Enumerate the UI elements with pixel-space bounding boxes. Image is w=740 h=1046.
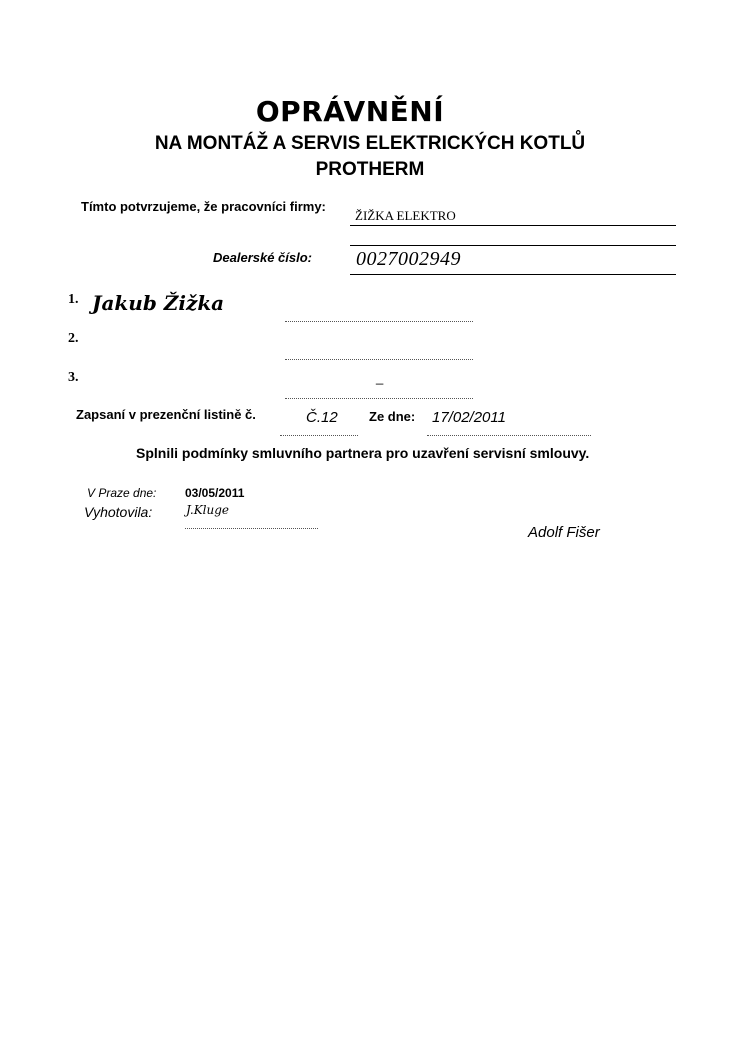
firm-underline: [350, 225, 676, 226]
place-date: 03/05/2011: [185, 486, 245, 500]
date-underline: [427, 435, 591, 436]
prepared-underline: [185, 528, 318, 529]
worker-line-2: [285, 359, 473, 360]
prepared-by: J.Kluge: [186, 503, 230, 517]
firm-value: ŽIŽKA ELEKTRO: [355, 208, 456, 223]
worker-name-3: _: [376, 370, 384, 385]
dealer-overline: [350, 245, 676, 246]
signature-name: Adolf Fišer: [528, 524, 600, 541]
date-label: Ze dne:: [369, 409, 416, 424]
registry-value: Č.12: [306, 409, 338, 426]
dealer-value: 0027002949: [356, 248, 461, 270]
worker-number-1: 1.: [68, 292, 79, 307]
worker-line-1: [285, 321, 473, 322]
prepared-label: Vyhotovila:: [84, 504, 153, 520]
registry-label: Zapsaní v prezenční listině č.: [76, 407, 256, 422]
document-subtitle: NA MONTÁŽ A SERVIS ELEKTRICKÝCH KOTLŮ: [154, 133, 586, 154]
dealer-label: Dealerské číslo:: [213, 250, 313, 265]
date-value: 17/02/2011: [432, 409, 506, 426]
worker-number-3: 3.: [68, 370, 79, 385]
worker-name-1: Jakub Žižka: [92, 291, 225, 315]
worker-line-3: [285, 398, 473, 399]
worker-number-2: 2.: [68, 331, 79, 346]
statement: Splnili podmínky smluvního partnera pro uzavření servisní smlouvy.: [136, 445, 590, 461]
firm-label: Tímto potvrzujeme, že pracovníci firmy:: [81, 199, 326, 214]
place-label: V Praze dne:: [87, 486, 157, 500]
dealer-underline: [350, 274, 676, 275]
document-title: OPRÁVNĚNÍ: [255, 95, 445, 128]
registry-underline: [280, 435, 358, 436]
document-subtitle-brand: PROTHERM: [315, 159, 425, 180]
